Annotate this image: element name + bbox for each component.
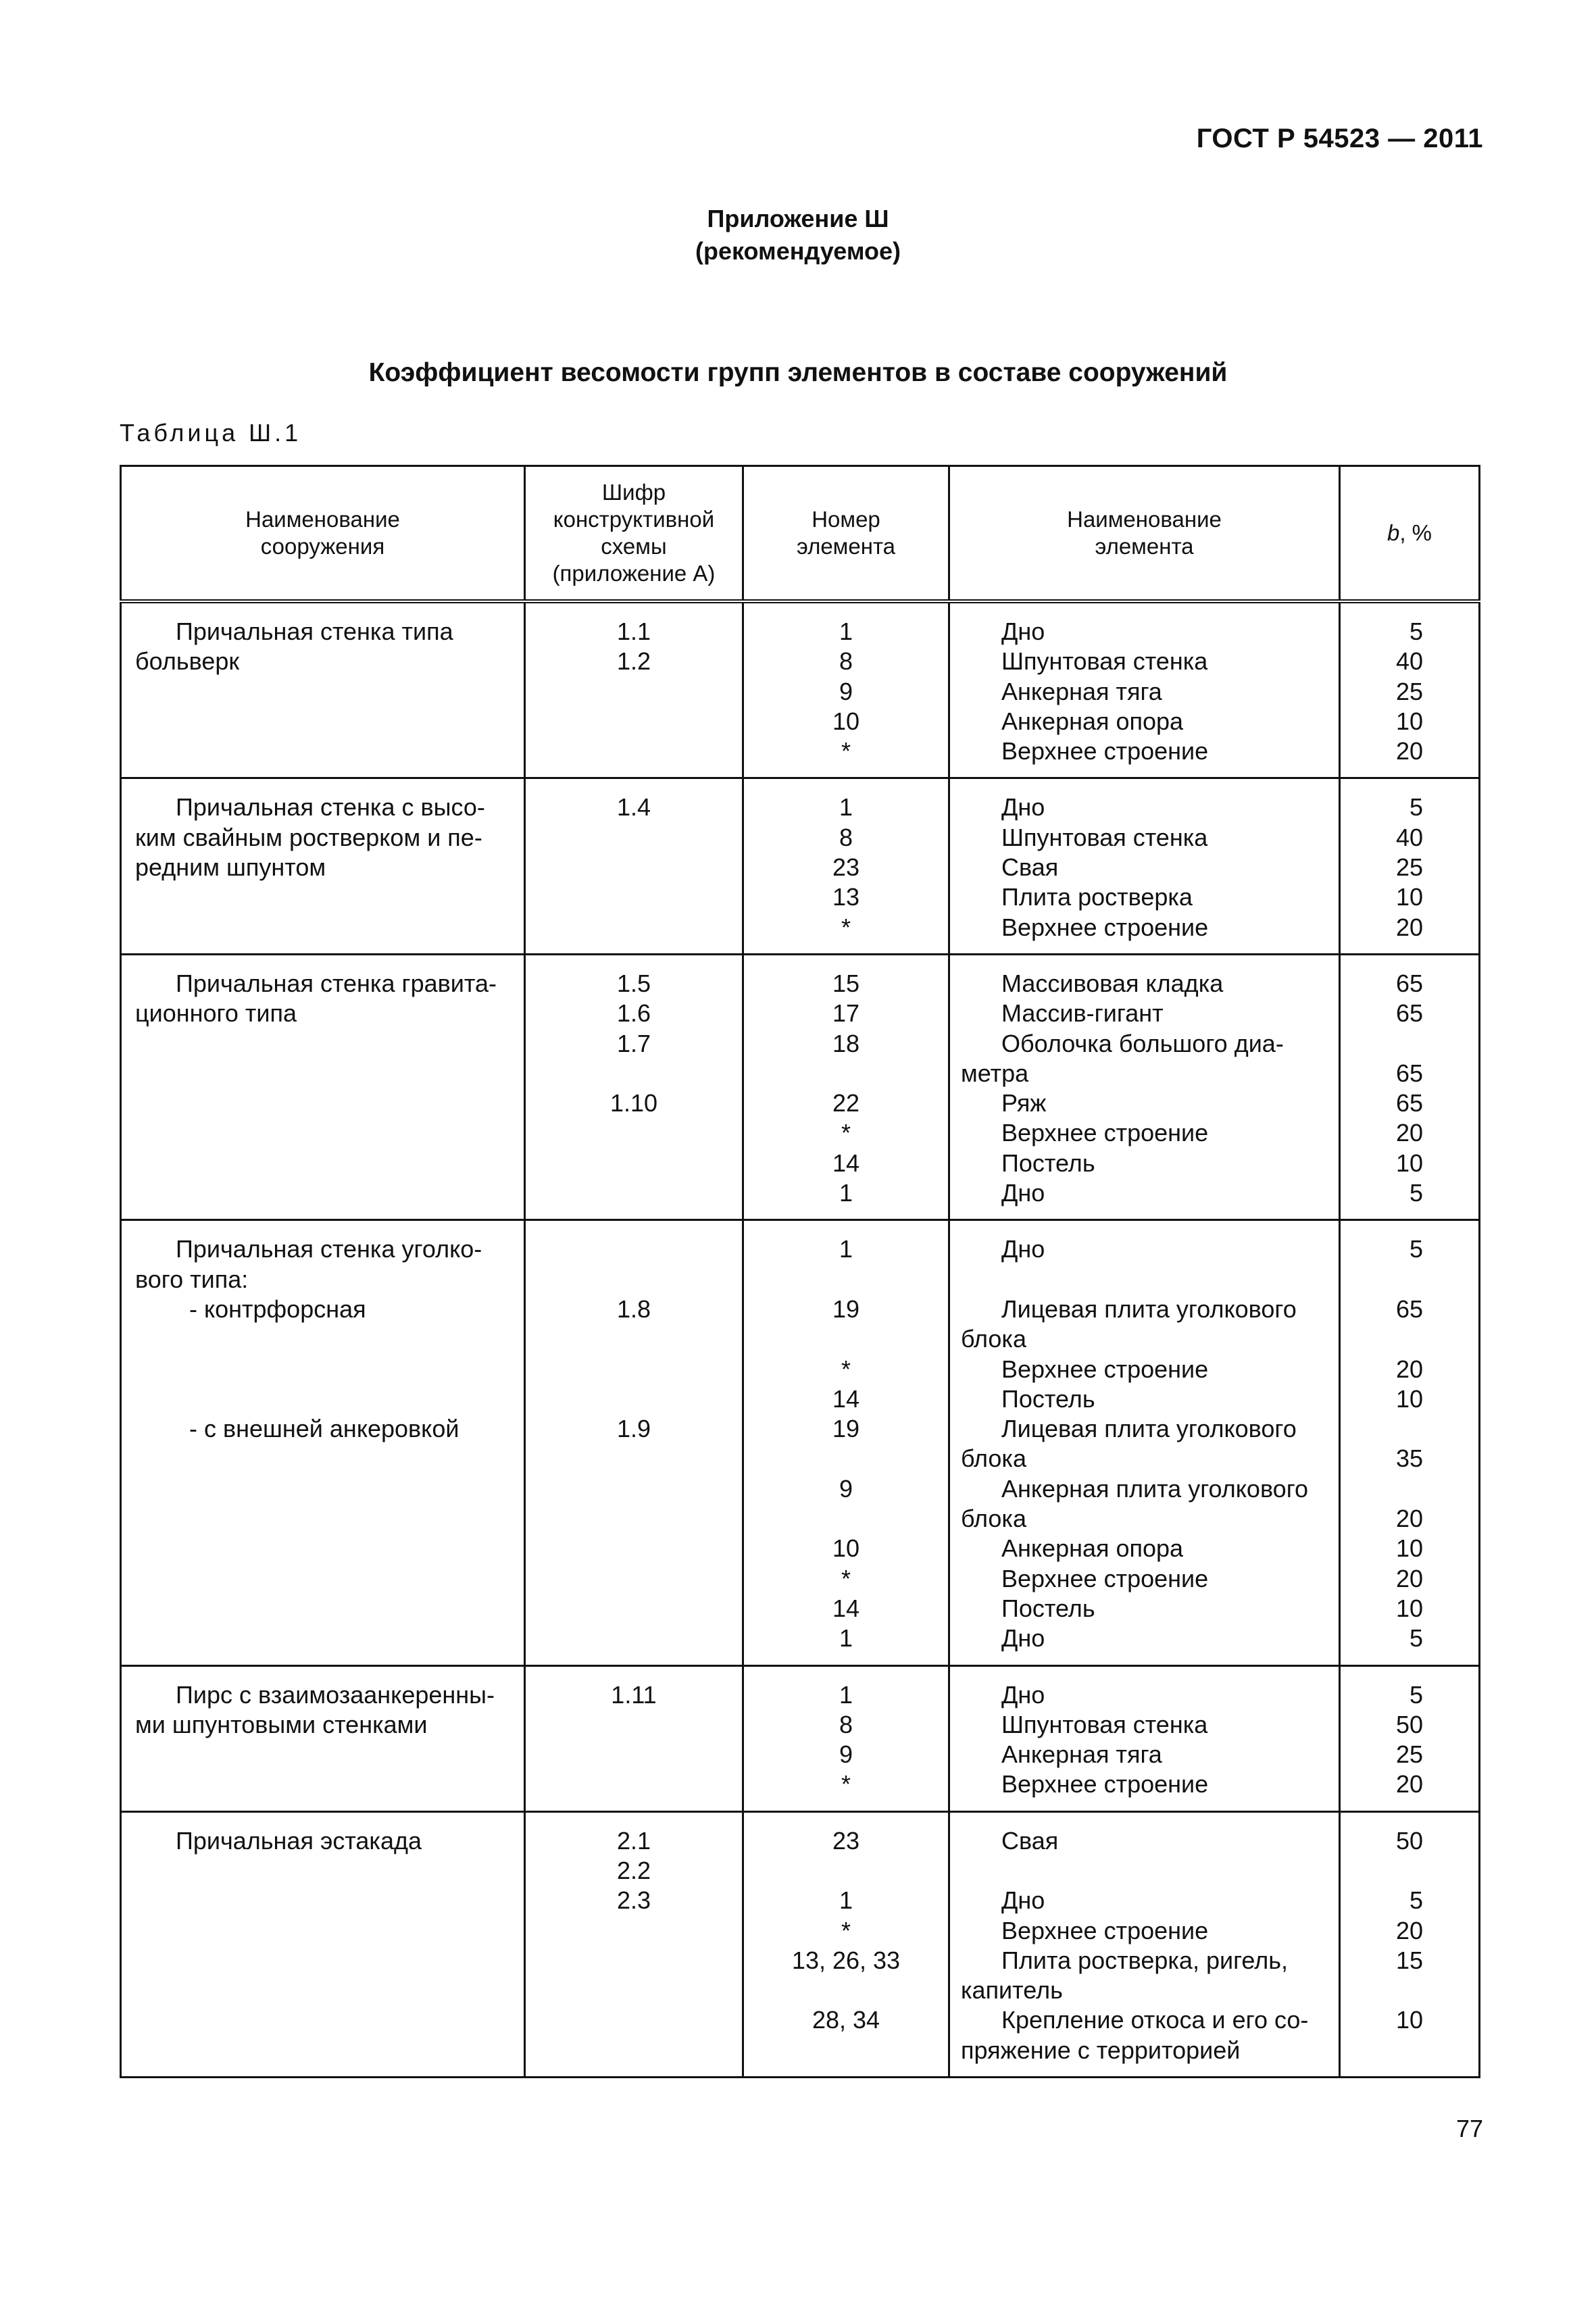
header-text: элемента bbox=[1095, 534, 1194, 559]
element-number bbox=[744, 1265, 948, 1294]
element-name: Верхнее строение bbox=[1001, 1564, 1209, 1592]
element-number-cell bbox=[743, 778, 949, 954]
scheme-code bbox=[526, 1234, 742, 1264]
b-value: 65 bbox=[1395, 1294, 1423, 1323]
scheme-code bbox=[526, 1916, 742, 1946]
element-number: 10 bbox=[832, 707, 860, 735]
b-value: 25 bbox=[1395, 677, 1423, 705]
scheme-code bbox=[526, 707, 742, 736]
structure-name-line: Пирс с взаимозаанкеренны- bbox=[176, 1680, 495, 1709]
scheme-code bbox=[526, 1265, 742, 1294]
header-text: элемента bbox=[796, 534, 896, 559]
element-name: Постель bbox=[1001, 1149, 1095, 1177]
element-number: 10 bbox=[832, 1534, 860, 1563]
header-text: конструктивной bbox=[553, 507, 715, 532]
scheme-code-cell bbox=[525, 778, 743, 954]
element-number: 18 bbox=[832, 1029, 860, 1057]
scheme-code bbox=[526, 882, 742, 912]
scheme-code-cell bbox=[525, 1220, 743, 1665]
element-name: блока bbox=[961, 1444, 1026, 1473]
b-value: 5 bbox=[1409, 793, 1423, 822]
b-value: 10 bbox=[1395, 1594, 1423, 1622]
element-name: Шпунтовая стенка bbox=[1001, 647, 1208, 676]
element-number-cell bbox=[743, 601, 949, 778]
b-value-cell bbox=[1340, 1811, 1480, 2077]
element-name: Постель bbox=[1001, 1384, 1095, 1413]
element-name: Плита ростверка bbox=[1001, 883, 1193, 911]
b-value bbox=[1341, 1324, 1423, 1354]
table-title: Коэффициент весомости групп элементов в составе сооружений bbox=[368, 358, 1228, 387]
scheme-code bbox=[526, 1624, 742, 1653]
scheme-code bbox=[526, 1059, 742, 1088]
scheme-code bbox=[526, 1178, 742, 1208]
structure-name-line: ким свайным ростверком и пе- bbox=[135, 823, 482, 851]
element-name: Анкерная опора bbox=[1001, 707, 1184, 735]
b-value: 25 bbox=[1395, 853, 1423, 882]
scheme-code bbox=[526, 1976, 742, 2005]
structure-name-cell bbox=[121, 954, 525, 1219]
element-number: 15 bbox=[832, 969, 860, 997]
element-number: 1 bbox=[839, 1235, 853, 1263]
scheme-code bbox=[526, 1355, 742, 1384]
header-text: схемы bbox=[601, 534, 667, 559]
structure-name-line: Причальная стенка типа bbox=[176, 618, 453, 645]
element-number: * bbox=[841, 1770, 851, 1799]
element-number: * bbox=[841, 913, 851, 941]
b-value: 65 bbox=[1395, 1059, 1423, 1087]
element-number bbox=[744, 1444, 948, 1474]
element-number: 8 bbox=[839, 823, 853, 851]
element-name: блока bbox=[961, 1505, 1026, 1533]
b-value: 10 bbox=[1395, 1149, 1423, 1177]
scheme-code bbox=[526, 1384, 742, 1414]
structure-name-cell bbox=[121, 1220, 525, 1665]
scheme-code: 1.6 bbox=[616, 999, 651, 1028]
element-number: 1 bbox=[839, 1624, 853, 1653]
element-number: * bbox=[841, 1916, 851, 1944]
element-name: Крепление откоса и его со- bbox=[1001, 2006, 1309, 2034]
structure-name-cell bbox=[121, 1811, 525, 2077]
b-value: 5 bbox=[1409, 1680, 1423, 1709]
element-name: Оболочка большого диа- bbox=[1001, 1029, 1284, 1057]
element-name: Массив-гигант bbox=[1001, 999, 1164, 1028]
element-name: Анкерная тяга bbox=[1001, 1740, 1162, 1769]
scheme-code bbox=[526, 677, 742, 707]
element-name: Шпунтовая стенка bbox=[1001, 1710, 1208, 1738]
element-name: Верхнее строение bbox=[1001, 1770, 1209, 1799]
appendix-subtitle: (рекомендуемое) bbox=[695, 237, 901, 265]
structure-name-line bbox=[135, 1355, 514, 1384]
scheme-code bbox=[526, 913, 742, 942]
header-b-percent bbox=[1340, 466, 1480, 602]
element-name-cell bbox=[949, 954, 1340, 1219]
element-name: Постель bbox=[1001, 1594, 1095, 1622]
scheme-code: 1.5 bbox=[616, 969, 651, 997]
element-name: Плита ростверка, ригель, bbox=[1001, 1946, 1289, 1974]
scheme-code bbox=[526, 1710, 742, 1740]
scheme-code bbox=[526, 853, 742, 882]
b-value: 50 bbox=[1395, 1710, 1423, 1738]
element-name: Лицевая плита уголкового bbox=[1001, 1415, 1297, 1443]
element-number: 19 bbox=[832, 1294, 860, 1323]
element-number-cell bbox=[743, 1665, 949, 1811]
element-name: Дно bbox=[1001, 793, 1045, 822]
element-number: 8 bbox=[839, 1710, 853, 1738]
b-value-cell bbox=[1340, 778, 1480, 954]
scheme-code: 1.10 bbox=[609, 1089, 658, 1117]
element-number: 14 bbox=[832, 1594, 860, 1622]
scheme-code: 1.7 bbox=[616, 1029, 651, 1057]
scheme-code bbox=[526, 2005, 742, 2035]
scheme-code: 1.8 bbox=[616, 1294, 651, 1323]
table-body bbox=[121, 601, 1480, 2078]
header-text: Шифр bbox=[601, 480, 666, 505]
b-value bbox=[1341, 1265, 1423, 1294]
element-number-cell bbox=[743, 954, 949, 1219]
b-value: 20 bbox=[1395, 1505, 1423, 1533]
element-name-cell bbox=[949, 601, 1340, 778]
scheme-code bbox=[526, 1474, 742, 1504]
element-number: 8 bbox=[839, 647, 853, 676]
element-name: Дно bbox=[1001, 1680, 1045, 1709]
scheme-code bbox=[526, 1740, 742, 1769]
header-element-name bbox=[949, 466, 1340, 602]
element-name: метра bbox=[961, 1059, 1029, 1087]
b-value: 25 bbox=[1395, 1740, 1423, 1769]
table-header-row bbox=[121, 466, 1480, 602]
element-number: 14 bbox=[832, 1149, 860, 1177]
element-number: 23 bbox=[832, 853, 860, 882]
header-text: Номер bbox=[812, 507, 880, 532]
element-number: 1 bbox=[839, 618, 853, 645]
structure-name-line: Причальная стенка с высо- bbox=[176, 793, 485, 822]
structure-name-line: редним шпунтом bbox=[135, 853, 326, 882]
element-name: Анкерная тяга bbox=[1001, 677, 1162, 705]
scheme-code bbox=[526, 2036, 742, 2065]
scheme-code: 2.3 bbox=[616, 1886, 651, 1915]
element-name-cell bbox=[949, 1665, 1340, 1811]
b-value: 20 bbox=[1395, 737, 1423, 765]
scheme-code bbox=[526, 1444, 742, 1474]
element-number: 23 bbox=[832, 1826, 860, 1855]
header-b-unit: , % bbox=[1399, 520, 1432, 545]
b-value: 10 bbox=[1395, 707, 1423, 735]
element-number: 28, 34 bbox=[812, 2006, 880, 2034]
b-value: 40 bbox=[1395, 647, 1423, 676]
scheme-code bbox=[526, 823, 742, 853]
header-b-symbol: b bbox=[1387, 520, 1400, 545]
element-name: капитель bbox=[961, 1976, 1063, 2005]
structure-name-line: Причальная эстакада bbox=[176, 1826, 422, 1855]
b-value-cell bbox=[1340, 601, 1480, 778]
element-number-cell bbox=[743, 1220, 949, 1665]
element-name: Верхнее строение bbox=[1001, 913, 1209, 941]
structure-name-line: вого типа: bbox=[135, 1265, 249, 1293]
element-name: Анкерная опора bbox=[1001, 1534, 1184, 1563]
scheme-code bbox=[526, 1118, 742, 1148]
scheme-code bbox=[526, 1149, 742, 1178]
b-value: 10 bbox=[1395, 1534, 1423, 1563]
element-number: 1 bbox=[839, 1886, 853, 1915]
b-value: 10 bbox=[1395, 2006, 1423, 2034]
scheme-code-cell bbox=[525, 1665, 743, 1811]
b-value bbox=[1341, 1856, 1423, 1886]
table-row bbox=[121, 954, 1480, 1219]
element-number: * bbox=[841, 1119, 851, 1147]
header-text: Наименование bbox=[245, 507, 400, 532]
scheme-code: 1.1 bbox=[616, 618, 651, 645]
b-value bbox=[1341, 1029, 1423, 1059]
structure-name-line: ми шпунтовыми стенками bbox=[135, 1710, 428, 1738]
element-name: Ряж bbox=[1001, 1089, 1047, 1117]
element-number: 17 bbox=[832, 999, 860, 1028]
b-value bbox=[1341, 2036, 1423, 2065]
structure-name-line: Причальная стенка уголко- bbox=[176, 1235, 482, 1263]
b-value: 35 bbox=[1395, 1444, 1423, 1473]
b-value bbox=[1341, 1414, 1423, 1444]
element-number: 19 bbox=[832, 1415, 860, 1443]
scheme-code bbox=[526, 1769, 742, 1799]
structure-name-line: ционного типа bbox=[135, 999, 297, 1028]
element-name-cell bbox=[949, 1811, 1340, 2077]
scheme-code: 1.4 bbox=[616, 793, 651, 822]
structure-name-line: - с внешней анкеровкой bbox=[189, 1415, 459, 1443]
structure-name-line: Причальная стенка гравита- bbox=[176, 969, 497, 997]
table-row bbox=[121, 778, 1480, 954]
scheme-code-cell bbox=[525, 601, 743, 778]
scheme-code bbox=[526, 1324, 742, 1354]
b-value: 20 bbox=[1395, 1916, 1423, 1944]
header-text: Наименование bbox=[1067, 507, 1222, 532]
scheme-code-cell bbox=[525, 954, 743, 1219]
element-number: 14 bbox=[832, 1384, 860, 1413]
element-number: 13, 26, 33 bbox=[791, 1946, 901, 1974]
structure-name-line bbox=[135, 1384, 514, 1414]
b-value: 20 bbox=[1395, 1355, 1423, 1383]
document-code: ГОСТ Р 54523 — 2011 bbox=[1196, 124, 1483, 153]
b-value: 5 bbox=[1409, 1886, 1423, 1915]
b-value: 5 bbox=[1409, 1235, 1423, 1263]
element-name: Шпунтовая стенка bbox=[1001, 823, 1208, 851]
table-label: Таблица Ш.1 bbox=[120, 419, 302, 447]
element-name bbox=[961, 1856, 1329, 1886]
element-number: 13 bbox=[832, 883, 860, 911]
b-value bbox=[1341, 1976, 1423, 2005]
element-number-cell bbox=[743, 1811, 949, 2077]
element-name: Верхнее строение bbox=[1001, 1119, 1209, 1147]
b-value: 65 bbox=[1395, 969, 1423, 997]
element-number bbox=[744, 1324, 948, 1354]
element-number bbox=[744, 1856, 948, 1886]
element-number: 1 bbox=[839, 1179, 853, 1207]
element-number bbox=[744, 1059, 948, 1088]
table-row bbox=[121, 1665, 1480, 1811]
scheme-code bbox=[526, 1504, 742, 1534]
scheme-code-cell bbox=[525, 1811, 743, 2077]
element-number: 1 bbox=[839, 793, 853, 822]
b-value: 20 bbox=[1395, 1119, 1423, 1147]
scheme-code bbox=[526, 1534, 742, 1563]
header-text: сооружения bbox=[260, 534, 385, 559]
header-element-number bbox=[743, 466, 949, 602]
b-value: 20 bbox=[1395, 1564, 1423, 1592]
element-number: 9 bbox=[839, 1474, 853, 1503]
b-value-cell bbox=[1340, 1665, 1480, 1811]
scheme-code bbox=[526, 1564, 742, 1594]
header-text: (приложение А) bbox=[552, 561, 716, 586]
b-value-cell bbox=[1340, 1220, 1480, 1665]
element-number bbox=[744, 2036, 948, 2065]
table-row bbox=[121, 1811, 1480, 2077]
scheme-code bbox=[526, 1594, 742, 1624]
element-name: Верхнее строение bbox=[1001, 1355, 1209, 1383]
element-number bbox=[744, 1976, 948, 2005]
b-value: 65 bbox=[1395, 999, 1423, 1028]
element-number: 9 bbox=[839, 1740, 853, 1769]
page-number: 77 bbox=[1455, 2115, 1483, 2142]
element-name: Дно bbox=[1001, 618, 1045, 645]
element-number: * bbox=[841, 1564, 851, 1592]
b-value-cell bbox=[1340, 954, 1480, 1219]
header-scheme-code bbox=[525, 466, 743, 602]
element-number: * bbox=[841, 737, 851, 765]
header-structure-name bbox=[121, 466, 525, 602]
structure-name-cell bbox=[121, 1665, 525, 1811]
b-value: 20 bbox=[1395, 913, 1423, 941]
element-name: Лицевая плита уголкового bbox=[1001, 1294, 1297, 1323]
element-name: Массивовая кладка bbox=[1001, 969, 1224, 997]
b-value: 5 bbox=[1409, 1624, 1423, 1653]
structure-name-line bbox=[135, 1324, 514, 1354]
scheme-code bbox=[526, 736, 742, 766]
table-row bbox=[121, 1220, 1480, 1665]
structure-name-cell bbox=[121, 778, 525, 954]
b-value: 20 bbox=[1395, 1770, 1423, 1799]
scheme-code: 1.2 bbox=[616, 647, 651, 676]
scheme-code: 2.1 bbox=[616, 1826, 651, 1855]
b-value: 15 bbox=[1395, 1946, 1423, 1974]
structure-name-line: больверк bbox=[135, 647, 240, 676]
element-name-cell bbox=[949, 1220, 1340, 1665]
element-name: Верхнее строение bbox=[1001, 1916, 1209, 1944]
b-value: 10 bbox=[1395, 1384, 1423, 1413]
b-value: 40 bbox=[1395, 823, 1423, 851]
element-number: * bbox=[841, 1355, 851, 1383]
structure-name-line: - контрфорсная bbox=[189, 1294, 366, 1323]
element-name: Свая bbox=[1001, 1826, 1059, 1855]
b-value: 5 bbox=[1409, 1179, 1423, 1207]
scheme-code: 1.11 bbox=[611, 1680, 657, 1709]
appendix-title: Приложение Ш bbox=[707, 205, 889, 232]
b-value: 5 bbox=[1409, 618, 1423, 645]
b-value: 10 bbox=[1395, 883, 1423, 911]
table-row bbox=[121, 601, 1480, 778]
element-number: 22 bbox=[832, 1089, 860, 1117]
element-number: 1 bbox=[839, 1680, 853, 1709]
element-name: пряжение с территорией bbox=[961, 2036, 1241, 2064]
weight-coefficient-table bbox=[120, 465, 1480, 2078]
element-name: Верхнее строение bbox=[1001, 737, 1209, 765]
element-name: Свая bbox=[1001, 853, 1059, 882]
element-name: Дно bbox=[1001, 1624, 1045, 1653]
element-name-cell bbox=[949, 778, 1340, 954]
element-name: блока bbox=[961, 1325, 1026, 1353]
element-number bbox=[744, 1504, 948, 1534]
element-name: Дно bbox=[1001, 1179, 1045, 1207]
element-name: Анкерная плита уголкового bbox=[1001, 1474, 1309, 1503]
b-value bbox=[1341, 1474, 1423, 1504]
element-name bbox=[961, 1265, 1329, 1294]
b-value: 65 bbox=[1395, 1089, 1423, 1117]
element-number: 9 bbox=[839, 677, 853, 705]
appendix-heading bbox=[0, 203, 1596, 268]
scheme-code bbox=[526, 1946, 742, 1976]
element-name: Дно bbox=[1001, 1886, 1045, 1915]
scheme-code: 2.2 bbox=[616, 1856, 651, 1884]
element-name: Дно bbox=[1001, 1235, 1045, 1263]
b-value: 50 bbox=[1395, 1826, 1423, 1855]
scheme-code: 1.9 bbox=[616, 1415, 651, 1443]
structure-name-cell bbox=[121, 601, 525, 778]
